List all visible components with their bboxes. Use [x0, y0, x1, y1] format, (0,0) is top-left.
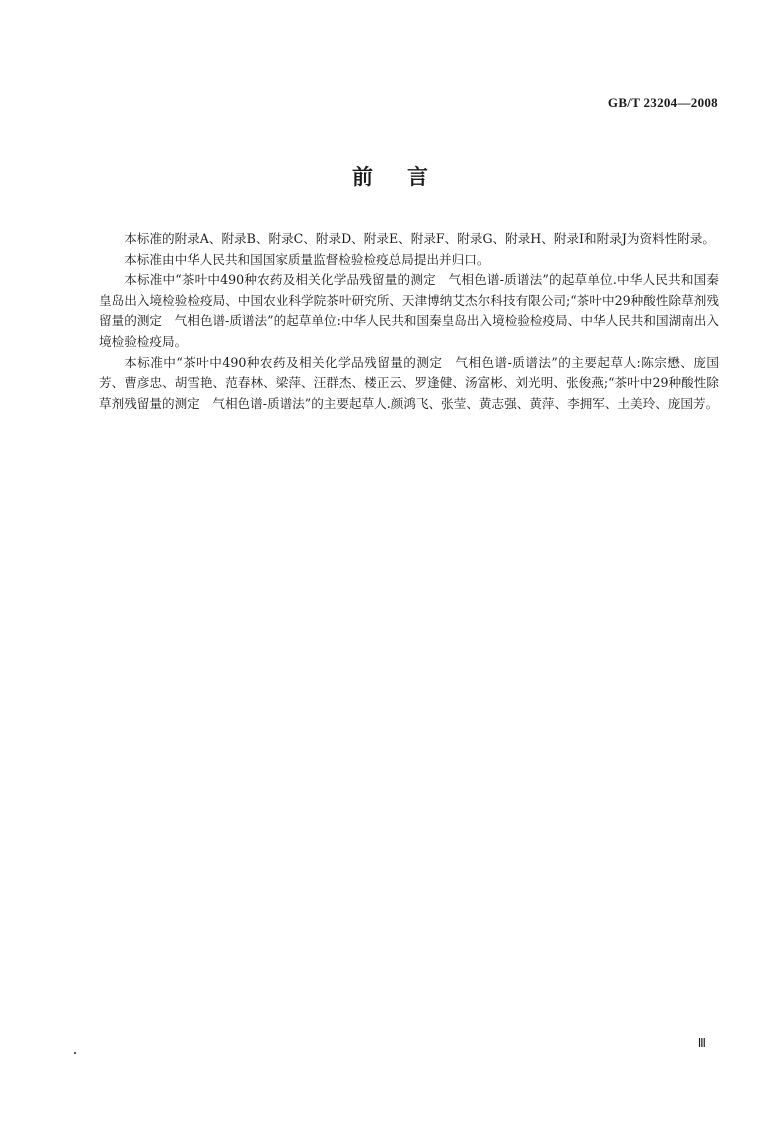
- paragraph-appendices: 本标准的附录A、附录B、附录C、附录D、附录E、附录F、附录G、附录H、附录I和附录J为资料性附录。: [124, 231, 716, 246]
- paragraph-proposer: 本标准由中华人民共和国国家质量监督检验检疫总局提出并归口。: [124, 251, 490, 267]
- standard-code: GB/T 23204—2008: [607, 95, 718, 110]
- page-title: 前言: [352, 165, 462, 189]
- scan-artifact: [74, 1052, 76, 1054]
- paragraph-drafting-units: 本标准中“茶叶中490种农药及相关化学品残留量的测定 气相色谱-质谱法”的起草单位.中华人民共和国秦皇岛出入境检验检疫局、中国农业科学院茶叶研究所、天津博纳艾杰尔科技有限公司;“茶叶中29种酸性除草剂残留量的测定 气相色谱-质谱法”的起草单位:中华人民共和国秦皇岛出入境检验检疫局、中华人民共和国湖南出入境检验检疫局。: [99, 272, 719, 349]
- page-number: Ⅲ: [697, 1036, 706, 1050]
- preface-body: [99, 229, 719, 414]
- paragraph-drafters: 本标准中“茶叶中490种农药及相关化学品残留量的测定 气相色谱-质谱法”的主要起草人:陈宗懋、庞国芳、曹彦忠、胡雪艳、范春林、梁萍、汪群杰、楼正云、罗逢健、汤富彬、刘光明、张俊燕;“茶叶中29种酸性除草剂残留量的测定 气相色谱-质谱法”的主要起草人.颜鸿飞、张莹、黄志强、黄萍、李拥军、土美玲、庞国芳。: [99, 354, 719, 411]
